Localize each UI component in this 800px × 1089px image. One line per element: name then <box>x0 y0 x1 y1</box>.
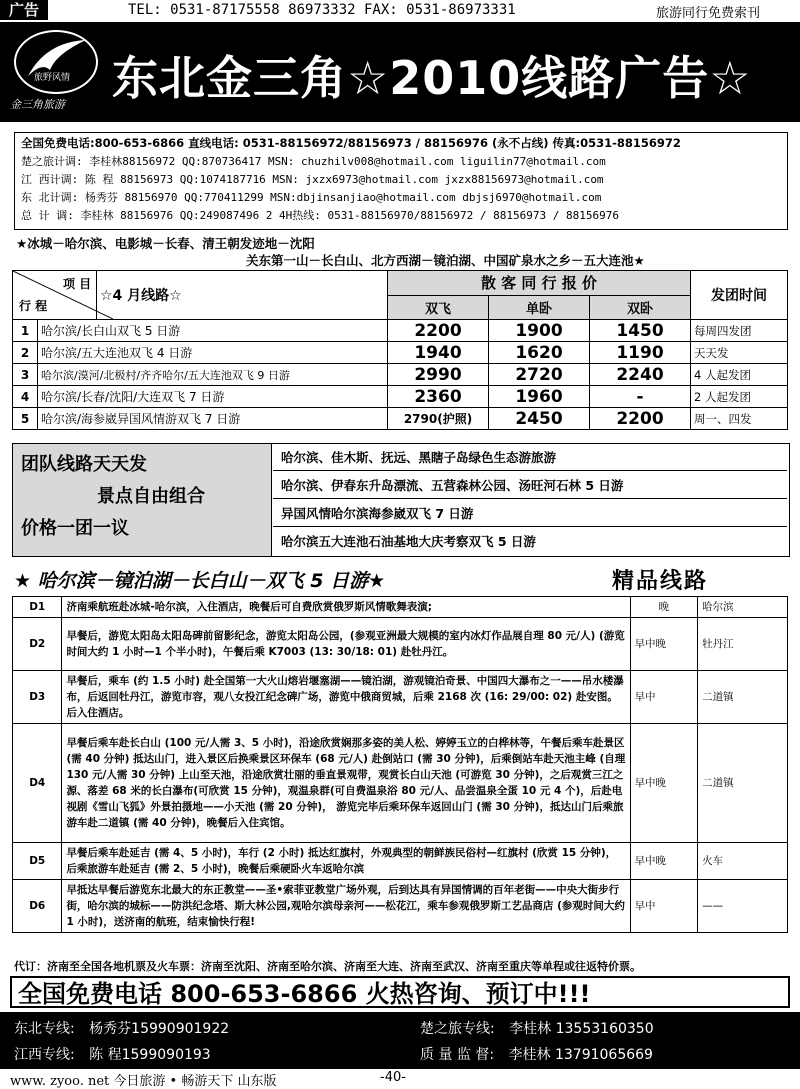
header-depart: 发团时间 <box>691 271 788 320</box>
table-row <box>13 364 788 386</box>
row-price-flight: 1940 <box>388 342 489 364</box>
day-label: D4 <box>13 724 62 843</box>
price-table <box>12 270 788 430</box>
team-line3: 价格一团一议 <box>21 518 129 539</box>
day-meal: 早中晚 <box>630 724 698 843</box>
day-label: D1 <box>13 597 62 618</box>
day-stay: 二道镇 <box>698 671 788 724</box>
day-label: D6 <box>13 880 62 933</box>
day-label: D5 <box>13 843 62 880</box>
row-depart: 4 人起发团 <box>691 364 788 386</box>
jiangxi-value: 陈 程1599090193 <box>89 1047 211 1063</box>
row-depart: 天天发 <box>691 342 788 364</box>
row-route: 哈尔滨/长春/沈阳/大连双飞 7 日游 <box>38 386 388 408</box>
header-month: ☆4 月线路☆ <box>97 271 388 320</box>
row-price-double: 1190 <box>590 342 691 364</box>
table-corner-cell <box>13 271 97 320</box>
day-stay: 牡丹江 <box>698 618 788 671</box>
row-depart: 每周四发团 <box>691 320 788 342</box>
dongbei-label: 东北专线: <box>14 1021 75 1037</box>
row-depart: 2 人起发团 <box>691 386 788 408</box>
day-stay: —— <box>698 880 788 933</box>
table-row <box>13 386 788 408</box>
day-desc: 早抵达早餐后游览东北最大的东正教堂——圣•索菲亚教堂广场外观，后到达具有异国情调的百年老街——中央大街步行街，哈尔滨的城标——防洪纪念塔、斯大林公园,观哈尔滨母亲河——松花江，乘车参观俄罗斯工艺品商店 (参观时间大约 1 小时)，送济南的航班，结束愉快行程! <box>62 880 630 933</box>
page-number: -40- <box>380 1070 406 1085</box>
day-meal: 早中晚 <box>630 843 698 880</box>
top-bar <box>0 0 800 24</box>
contact-block <box>14 132 788 230</box>
day-stay: 火车 <box>698 843 788 880</box>
team-route-item: 哈尔滨五大连池石油基地大庆考察双飞 5 日游 <box>281 534 536 549</box>
top-phone-line: TEL: 0531-87175558 86973332 FAX: 0531-86973331 <box>128 2 516 18</box>
team-route-item: 异国风情哈尔滨海参崴双飞 7 日游 <box>273 500 787 527</box>
row-price-flight: 2990 <box>388 364 489 386</box>
quality-label: 质 量 监 督: <box>420 1047 495 1063</box>
row-price-flight: 2200 <box>388 320 489 342</box>
dongbei-value: 杨秀芬15990901922 <box>89 1021 230 1037</box>
featured-title: ★ 哈尔滨－镜泊湖－长白山－双飞 5 日游★ <box>14 570 386 592</box>
quality-value: 李桂林 13791065669 <box>508 1047 653 1063</box>
contact-row: 楚之旅计调: 李桂林88156972 QQ:870736417 MSN: chuzhilv008@hotmail.com liguilin77@hotmail.com <box>21 155 606 168</box>
contact-row: 总 计 调: 李桂林 88156976 QQ:249087496 2 4H热线: 0531-88156970/88156972 / 88156973 / 88156976 <box>21 209 619 222</box>
chuzhi-label: 楚之旅专线: <box>420 1021 495 1037</box>
header-col-double-sleeper: 双卧 <box>590 295 691 320</box>
footer <box>0 1068 800 1087</box>
table-row <box>13 408 788 430</box>
row-number: 2 <box>13 342 38 364</box>
row-price-single: 1960 <box>489 386 590 408</box>
team-promo <box>13 444 272 556</box>
table-row <box>13 320 788 342</box>
row-price-single: 2720 <box>489 364 590 386</box>
contact-row: 全国免费电话:800-653-6866 直线电话: 0531-88156972/88156973 / 88156976 (永不占线) 传真:0531-88156972 <box>21 136 681 150</box>
day-stay: 哈尔滨 <box>698 597 788 618</box>
row-number: 1 <box>13 320 38 342</box>
day-desc: 早餐后，乘车 (约 1.5 小时) 赴全国第一大火山熔岩堰塞湖——镜泊湖，游观镜泊奇景、中国四大瀑布之一——吊水楼瀑布，后返回牡丹江，游览市容，观八女投江纪念碑广场，游览中俄商贸城，后乘 2168 次 (16: 29/00: 02) 赴安图。后入住酒店。 <box>62 671 630 724</box>
row-price-double: 2240 <box>590 364 691 386</box>
row-number: 5 <box>13 408 38 430</box>
chuzhi-value: 李桂林 13553160350 <box>509 1021 654 1037</box>
featured-tag: 精品线路 <box>612 569 709 594</box>
itinerary-row <box>13 597 788 618</box>
header-banner <box>0 24 800 122</box>
team-line1: 团队线路天天发 <box>21 454 147 475</box>
quality-line <box>420 1044 653 1064</box>
itinerary-table <box>12 596 788 933</box>
row-price-single: 1900 <box>489 320 590 342</box>
row-route: 哈尔滨/海参崴异国风情游双飞 7 日游 <box>38 408 388 430</box>
row-price-flight: 2790(护照) <box>388 408 489 430</box>
logo-text: 旅野风情 <box>34 73 71 83</box>
row-price-double: 1450 <box>590 320 691 342</box>
day-label: D3 <box>13 671 62 724</box>
team-line2: 景点自由组合 <box>97 486 205 507</box>
row-price-double: 2200 <box>590 408 691 430</box>
day-meal: 早中 <box>630 671 698 724</box>
team-route-item: 哈尔滨、伊春东升岛漂流、五营森林公园、汤旺河石林 5 日游 <box>273 472 787 499</box>
page-title: 东北金三角☆2010线路广告☆ <box>112 51 752 105</box>
row-route: 哈尔滨/五大连池双飞 4 日游 <box>38 342 388 364</box>
day-label: D2 <box>13 618 62 671</box>
row-price-single: 2450 <box>489 408 590 430</box>
row-price-flight: 2360 <box>388 386 489 408</box>
logo-script: 金三角旅游 <box>10 98 65 111</box>
header-price: 散 客 同 行 报 价 <box>388 271 691 296</box>
footer-site: www. zyoo. net 今日旅游 • 畅游天下 山东版 <box>10 1074 277 1089</box>
header-col-single-sleeper: 单卧 <box>489 295 590 320</box>
contact-row: 东 北计调: 杨秀芬 88156970 QQ:770411299 MSN:dbjinsanjiao@hotmail.com dbjsj6970@hotmail.com <box>21 191 602 204</box>
team-route-item: 哈尔滨、佳木斯、抚远、黑瞎子岛绿色生态游旅游 <box>273 444 787 471</box>
row-route: 哈尔滨/长白山双飞 5 日游 <box>38 320 388 342</box>
contact-lines <box>0 1012 800 1068</box>
jiangxi-label: 江西专线: <box>14 1047 75 1063</box>
swallow-logo-icon <box>16 32 96 92</box>
logo <box>14 30 98 94</box>
day-desc: 济南乘航班赴冰城-哈尔滨，入住酒店，晚餐后可自费欣赏俄罗斯风情歌舞表演; <box>62 597 630 618</box>
row-number: 3 <box>13 364 38 386</box>
jiangxi-line <box>14 1044 211 1064</box>
itinerary-row <box>13 671 788 724</box>
day-meal: 早中晚 <box>630 618 698 671</box>
itinerary-row <box>13 618 788 671</box>
itinerary-row <box>13 843 788 880</box>
chuzhi-line <box>420 1018 654 1038</box>
day-meal: 早中 <box>630 880 698 933</box>
header-col-flight: 双飞 <box>388 295 489 320</box>
row-price-single: 1620 <box>489 342 590 364</box>
table-row <box>13 342 788 364</box>
header-item: 项 目 <box>63 277 92 291</box>
ad-tag: 广告 <box>0 0 48 20</box>
day-desc: 早餐后乘车赴长白山 (100 元/人需 3、5 小时)，沿途欣赏娴那多姿的美人松、婷婷玉立的白桦林等，午餐后乘车赴景区 (需 40 分钟) 抵达山门，进入景区后换乘景区环保车 (68 元/人) 赴倒站口 (需 30 分钟)，后乘倒站车赴天池主峰 (自理 130 元/人需 30 分钟) 上山至天池，沿途欣赏壮丽的垂直景观带，观赏长白山天池 (可游览 30 分钟)，之后观赏三江之源、落差 68 米的长白瀑布(可欣赏 15 分钟)，观温泉群(可自费温泉浴 80 元/人、品尝温泉全蛋 10 元 4 个)，后赴电视剧《雪山飞狐》外景拍摄地——小天池 (需 20 分钟)， 游览完毕后乘环保车返回山门 (需 30 分钟)，抵达山门后乘旅游车赴二道镇 (需 40 分钟)，晚餐后入住宾馆。 <box>62 724 630 843</box>
row-depart: 周一、四发 <box>691 408 788 430</box>
itinerary-row <box>13 724 788 843</box>
team-routes-block <box>12 443 790 557</box>
row-price-double: - <box>590 386 691 408</box>
contact-row: 江 西计调: 陈 程 88156973 QQ:1074187716 MSN: jxzx6973@hotmail.com jxzx88156973@hotmail.com <box>21 173 604 186</box>
row-route: 哈尔滨/漠河/北极村/齐齐哈尔/五大连池双飞 9 日游 <box>38 364 388 386</box>
proxy-note: 代订：济南至全国各地机票及火车票：济南至沈阳、济南至哈尔滨、济南至大连、济南至武汉、济南至重庆等单程或往返特价票。 <box>14 960 641 973</box>
day-desc: 早餐后，游览太阳岛太阳岛碑前留影纪念，游览太阳岛公园，(参观亚洲最大规模的室内冰灯作品展自理 80 元/人) (游览时间大约 1 小时—1 个半小时)，午餐后乘 K7003 (13: 30/18: 01) 赴牡丹江。 <box>62 618 630 671</box>
itinerary-row <box>13 880 788 933</box>
row-number: 4 <box>13 386 38 408</box>
route-intro-line2: 关东第一山－长白山、北方西湖－镜泊湖、中国矿泉水之乡－五大连池★ <box>246 253 645 268</box>
top-right-text: 旅游同行免费索刊 <box>656 6 761 21</box>
day-desc: 早餐后乘车赴延吉 (需 4、5 小时)，车行 (2 小时) 抵达红旗村，外观典型的朝鲜族民俗村—红旗村 (欣赏 15 分钟)，后乘旅游车赴延吉 (需 2、5 小时)，晚餐后乘硬卧火车返哈尔滨 <box>62 843 630 880</box>
hotline-banner: 全国免费电话 800-653-6866 火热咨询、预订中!!! <box>10 976 790 1008</box>
header-route: 行 程 <box>19 299 48 313</box>
dongbei-line <box>14 1018 229 1038</box>
day-stay: 二道镇 <box>698 724 788 843</box>
route-intro-line1: ★冰城－哈尔滨、电影城－长春、清王朝发迹地－沈阳 <box>16 236 315 251</box>
day-meal: 晚 <box>630 597 698 618</box>
